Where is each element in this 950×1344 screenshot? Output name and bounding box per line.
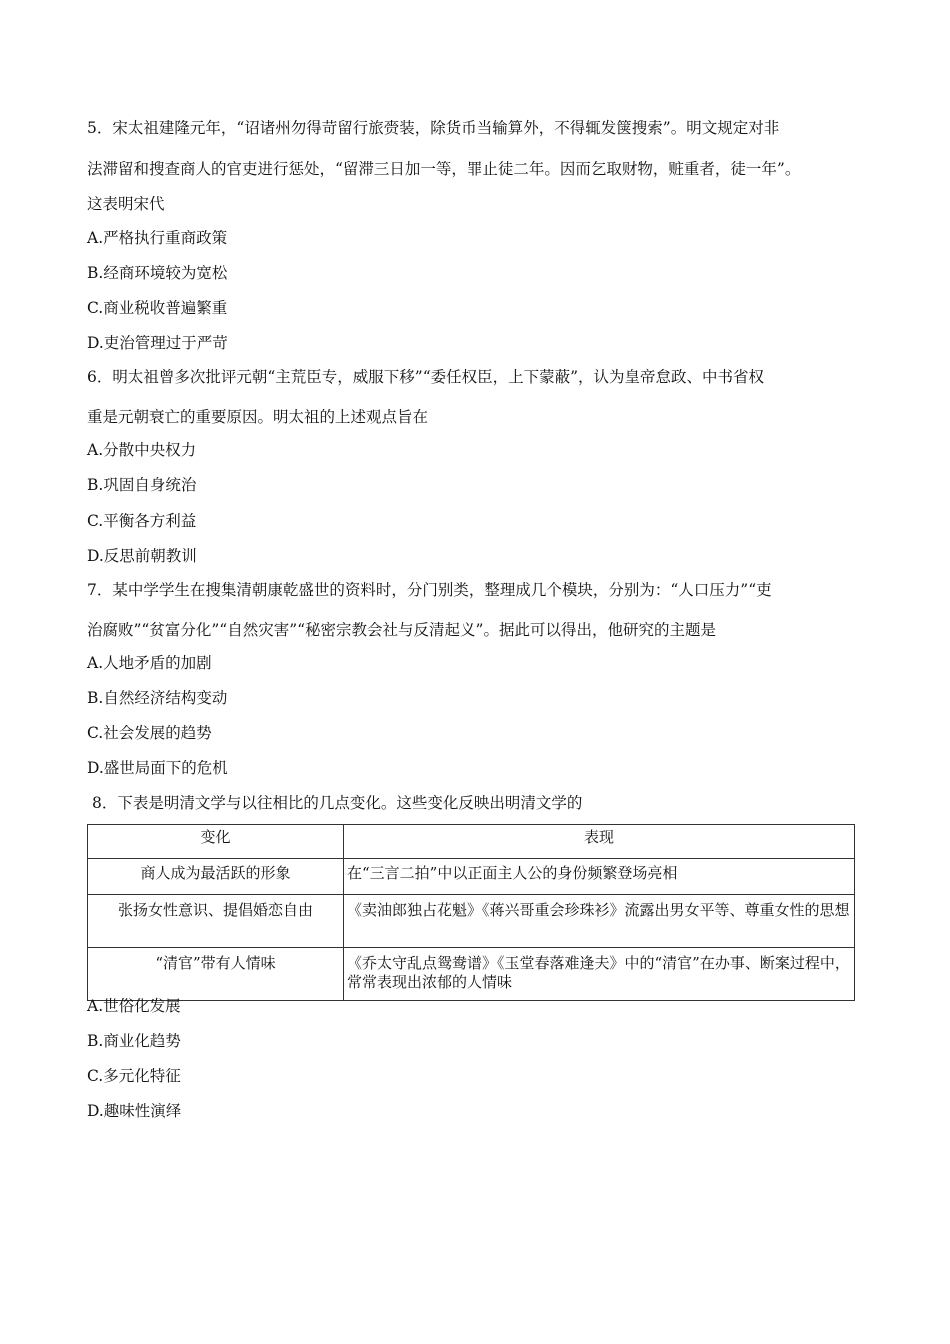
- q8-stem-line-1: 8．下表是明清文学与以往相比的几点变化。这些变化反映出明清文学的: [92, 794, 583, 812]
- q7-stem-line-2: 治腐败”“贫富分化”“自然灾害”“秘密宗教会社与反清起义”。据此可以得出，他研究的主题是: [87, 621, 716, 639]
- q5-stem-line-1: 5．宋太祖建隆元年，“诏诸州勿得苛留行旅赍装，除货币当输算外，不得辄发箧搜索”。明文规定对非: [87, 119, 780, 137]
- q6-option-b[interactable]: B.巩固自身统治: [87, 476, 197, 494]
- q6-option-c[interactable]: C.平衡各方利益: [87, 512, 197, 530]
- q6-stem-line-2: 重是元朝衰亡的重要原因。明太祖的上述观点旨在: [87, 408, 429, 426]
- q5-option-b[interactable]: B.经商环境较为宽松: [87, 264, 228, 282]
- table-header-change: 变化: [88, 825, 344, 859]
- q5-option-a[interactable]: A.严格执行重商政策: [87, 229, 228, 247]
- table-row: [88, 895, 855, 948]
- q7-option-c[interactable]: C.社会发展的趋势: [87, 724, 212, 742]
- table-cell-change: 张扬女性意识、提倡婚恋自由: [88, 895, 344, 948]
- q5-stem-line-2: 法滞留和搜查商人的官吏进行惩处，“留滞三日加一等，罪止徒二年。因而乞取财物，赃重者，徒一年”。: [87, 160, 801, 178]
- q7-option-d[interactable]: D.盛世局面下的危机: [87, 759, 228, 777]
- q6-option-a[interactable]: A.分散中央权力: [87, 441, 197, 459]
- q6-option-d[interactable]: D.反思前朝教训: [87, 547, 197, 565]
- table-header-row: [88, 825, 855, 859]
- q8-option-b[interactable]: B.商业化趋势: [87, 1032, 181, 1050]
- q7-stem-line-1: 7．某中学学生在搜集清朝康乾盛世的资料时，分门别类，整理成几个模块，分别为：“人口压力”“吏: [87, 581, 772, 599]
- q5-stem-line-3: 这表明宋代: [87, 195, 165, 213]
- q8-option-c[interactable]: C.多元化特征: [87, 1067, 181, 1085]
- table-header-detail: 表现: [344, 825, 855, 859]
- q6-stem-line-1: 6．明太祖曾多次批评元朝“主荒臣专，威服下移”“委任权臣，上下蒙蔽”，认为皇帝怠政、中书省权: [87, 368, 765, 386]
- table-cell-detail: 在“三言二拍”中以正面主人公的身份频繁登场亮相: [344, 859, 855, 895]
- q8-table: [87, 824, 855, 1001]
- q8-option-a[interactable]: A.世俗化发展: [87, 997, 181, 1015]
- q5-option-c[interactable]: C.商业税收普遍繁重: [87, 299, 228, 317]
- table-cell-detail: 《乔太守乱点鸳鸯谱》《玉堂春落难逢夫》中的“清官”在办事、断案过程中，常常表现出浓郁的人情味: [344, 948, 855, 1001]
- q7-option-a[interactable]: A.人地矛盾的加剧: [87, 654, 212, 672]
- table-cell-change: “清官”带有人情味: [88, 948, 344, 1001]
- table-cell-change: 商人成为最活跃的形象: [88, 859, 344, 895]
- q8-option-d[interactable]: D.趣味性演绎: [87, 1102, 182, 1120]
- table-cell-detail: 《卖油郎独占花魁》《蒋兴哥重会珍珠衫》流露出男女平等、尊重女性的思想: [344, 895, 855, 948]
- q7-option-b[interactable]: B.自然经济结构变动: [87, 689, 228, 707]
- table-row: [88, 948, 855, 1001]
- table-row: [88, 859, 855, 895]
- q5-option-d[interactable]: D.吏治管理过于严苛: [87, 334, 228, 352]
